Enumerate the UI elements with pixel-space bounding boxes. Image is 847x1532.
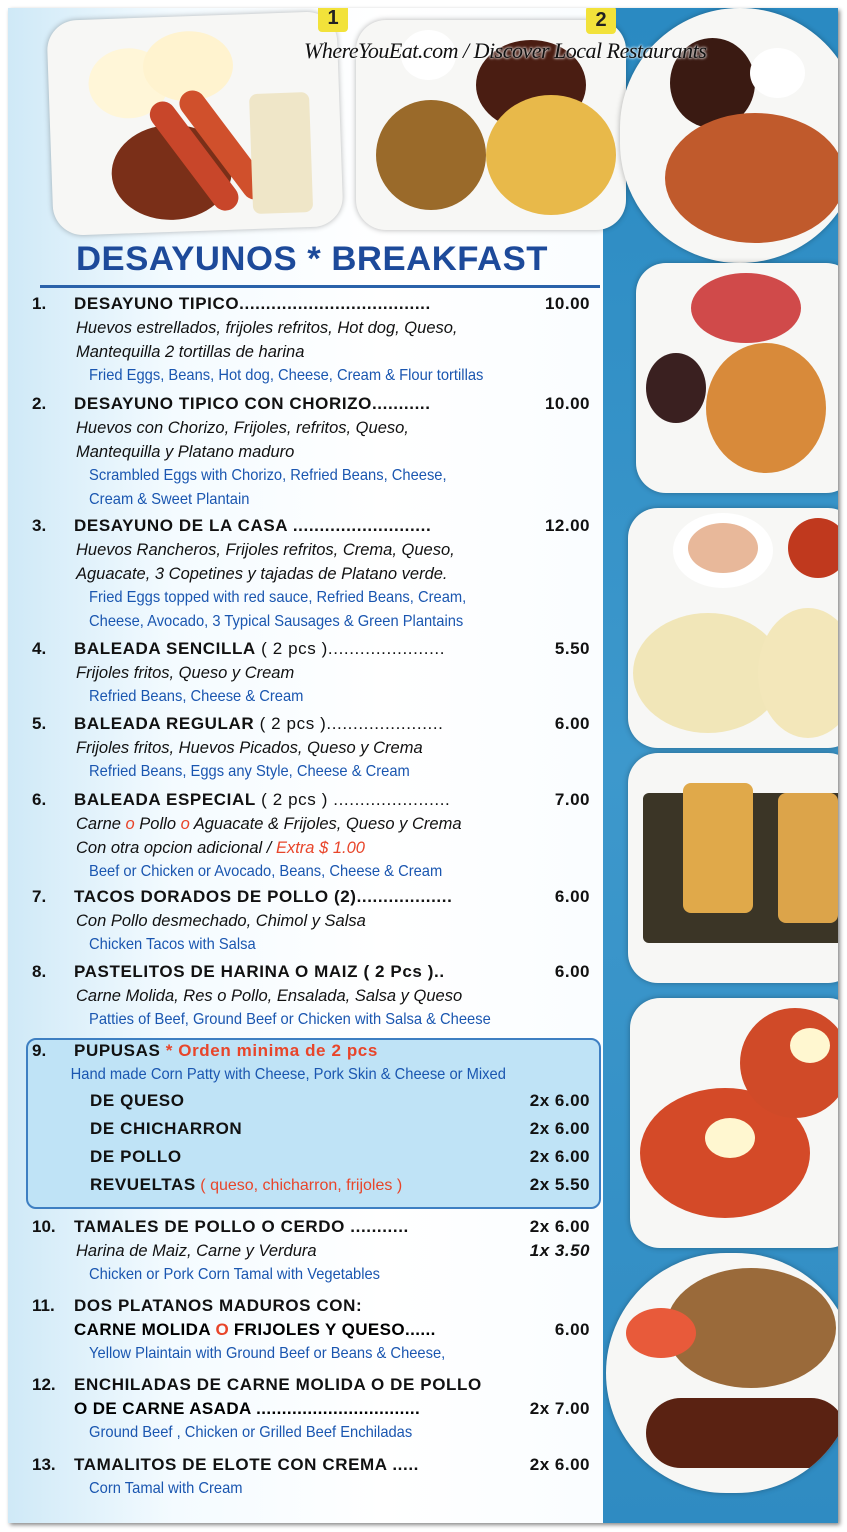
item-header — [32, 637, 602, 661]
description-text: Fried Eggs, Beans, Hot dog, Cheese, Cream & Flour tortillas — [89, 367, 484, 384]
item-description-en — [32, 1421, 556, 1445]
item-price: 6.00 — [554, 887, 590, 906]
item-name: DOS PLATANOS MADUROS CON: — [74, 1296, 363, 1315]
item-description-en — [32, 685, 556, 709]
item-description-en — [32, 760, 556, 784]
item-description-es — [32, 984, 602, 1008]
description-text: Carne Molida, Res o Pollo, Ensalada, Salsa y Queso — [76, 987, 463, 1005]
section-title: DESAYUNOS * BREAKFAST — [76, 240, 548, 278]
item-description-en — [32, 488, 556, 512]
description-text: Mantequilla y Platano maduro — [76, 443, 295, 461]
or-text: O — [215, 1320, 229, 1339]
menu-item — [32, 960, 602, 1032]
item-number: 11. — [32, 1296, 55, 1315]
menu-item — [32, 1294, 602, 1366]
pupusa-option — [32, 1171, 602, 1199]
menu-item — [32, 514, 602, 634]
item-price: 7.00 — [554, 790, 590, 809]
item-description-en — [32, 933, 556, 957]
item-header — [32, 712, 602, 736]
option-name: DE POLLO — [90, 1147, 182, 1166]
description-text: Frijoles fritos, Huevos Picados, Queso y Crema — [76, 739, 423, 757]
photo-badge-1: 1 — [318, 8, 348, 32]
item-price: 12.00 — [544, 516, 590, 535]
description-text: Chicken or Pork Corn Tamal with Vegetables — [89, 1266, 381, 1283]
photo-platanos — [606, 1253, 838, 1493]
item-name-cont: CARNE MOLIDA — [74, 1320, 216, 1339]
item-description-en — [32, 1477, 556, 1501]
item-description-es — [32, 416, 602, 440]
option-ingredients: ( queso, chicharron, frijoles ) — [195, 1177, 403, 1194]
item-description-en — [32, 860, 556, 884]
description-text: Huevos estrellados, frijoles refritos, Hot dog, Queso, — [76, 319, 458, 337]
item-price: 10.00 — [544, 294, 590, 313]
highlight-text: o — [125, 815, 135, 833]
menu-page — [8, 8, 838, 1523]
item-header — [32, 1373, 602, 1397]
pupusa-option — [32, 1087, 602, 1115]
menu-item — [32, 1373, 602, 1445]
option-price: 2x 6.00 — [529, 1147, 590, 1166]
description-text: Frijoles fritos, Queso y Cream — [76, 664, 295, 682]
item-description-en — [32, 464, 556, 488]
description-text: Corn Tamal with Cream — [89, 1480, 243, 1497]
item-number: 1. — [32, 294, 47, 313]
item-description-es — [32, 1397, 602, 1421]
photo-pastelitos — [636, 263, 838, 493]
item-price: 5.50 — [554, 639, 590, 658]
item-number: 12. — [32, 1375, 56, 1394]
menu-item — [32, 1453, 602, 1501]
item-header — [32, 885, 602, 909]
item-price: 2x 7.00 — [529, 1399, 590, 1418]
description-text: Con otra opcion adicional / — [76, 839, 276, 857]
item-description-en — [32, 586, 556, 610]
item-name: PASTELITOS DE HARINA O MAIZ ( 2 Pcs ).. — [74, 962, 445, 981]
item-name-cont: FRIJOLES Y QUESO...... — [228, 1320, 436, 1339]
description-text: Ground Beef , Chicken or Grilled Beef Enchiladas — [89, 1424, 413, 1441]
item-header — [32, 1294, 602, 1318]
menu-item — [32, 788, 602, 884]
option-name: DE QUESO — [90, 1091, 185, 1110]
description-text: Cheese, Avocado, 3 Typical Sausages & Green Plantains — [89, 613, 464, 630]
item-description-es — [32, 661, 602, 685]
photo-tamales — [628, 753, 838, 983]
item-description-es — [32, 538, 602, 562]
menu-item — [32, 885, 602, 957]
description-text: Beef or Chicken or Avocado, Beans, Cheese & Cream — [89, 863, 443, 880]
item-price: 1x 3.50 — [529, 1241, 590, 1260]
item-description-es — [32, 1239, 602, 1263]
option-price: 2x 6.00 — [529, 1091, 590, 1110]
item-description-en — [32, 1008, 556, 1032]
option-price: 2x 5.50 — [529, 1175, 590, 1194]
item-name: TAMALES DE POLLO O CERDO ........... — [74, 1217, 409, 1236]
item-name: PUPUSAS * Orden minima de 2 pcs — [74, 1041, 378, 1060]
item-name: BALEADA SENCILLA ( 2 pcs )...................... — [74, 639, 446, 658]
item-price: 10.00 — [544, 394, 590, 413]
item-price: 6.00 — [554, 1320, 590, 1339]
item-header — [32, 960, 602, 984]
pupusa-option — [32, 1143, 602, 1171]
item-description-es — [32, 736, 602, 760]
description-text: Yellow Plaintain with Ground Beef or Beans & Cheese, — [89, 1345, 446, 1362]
description-text: Aguacate & Frijoles, Queso y Crema — [189, 815, 462, 833]
item-description-es — [32, 836, 602, 860]
item-quantity: ( 2 pcs )...................... — [254, 714, 444, 733]
menu-item — [32, 637, 602, 709]
description-text: Refried Beans, Cheese & Cream — [89, 688, 304, 705]
item-header — [32, 514, 602, 538]
description-text: Patties of Beef, Ground Beef or Chicken with Salsa & Cheese — [89, 1011, 491, 1028]
description-text: Chicken Tacos with Salsa — [89, 936, 256, 953]
item-number: 13. — [32, 1455, 56, 1474]
description-text: Fried Eggs topped with red sauce, Refried Beans, Cream, — [89, 589, 467, 606]
item-description-es — [32, 1318, 602, 1342]
description-text: Pollo — [134, 815, 181, 833]
item-description-es — [32, 316, 602, 340]
item-name-cont: O DE CARNE ASADA ................................ — [74, 1399, 421, 1418]
option-name: DE CHICHARRON — [90, 1119, 243, 1138]
item-number: 5. — [32, 714, 47, 733]
description-text: Harina de Maiz, Carne y Verdura — [76, 1242, 317, 1260]
item-number: 8. — [32, 962, 47, 981]
description-text: Mantequilla 2 tortillas de harina — [76, 343, 305, 361]
item-name: ENCHILADAS DE CARNE MOLIDA O DE POLLO — [74, 1375, 482, 1394]
item-number: 4. — [32, 639, 47, 658]
photo-desayuno-tipico — [46, 11, 343, 236]
item-description-en — [32, 1342, 556, 1366]
item-name: BALEADA REGULAR ( 2 pcs )...................... — [74, 714, 444, 733]
option-name: REVUELTAS ( queso, chicharron, frijoles ) — [90, 1175, 403, 1194]
item-price: 2x 6.00 — [529, 1455, 590, 1474]
description-text: Cream & Sweet Plantain — [89, 491, 250, 508]
item-number: 7. — [32, 887, 47, 906]
menu-item — [32, 292, 602, 388]
item-name: TACOS DORADOS DE POLLO (2).................. — [74, 887, 453, 906]
minimum-order-note: * Orden minima de 2 pcs — [160, 1041, 378, 1060]
item-description-es — [32, 909, 602, 933]
item-description-es — [32, 340, 602, 364]
item-name: DESAYUNO DE LA CASA .......................... — [74, 516, 432, 535]
item-number: 2. — [32, 394, 47, 413]
item-name: TAMALITOS DE ELOTE CON CREMA ..... — [74, 1455, 419, 1474]
item-number: 10. — [32, 1217, 56, 1236]
item-quantity: ( 2 pcs )...................... — [255, 639, 446, 658]
photo-baleadas — [628, 508, 838, 748]
item-price: 6.00 — [554, 962, 590, 981]
pupusa-option — [32, 1115, 602, 1143]
item-name: DESAYUNO TIPICO CON CHORIZO........... — [74, 394, 431, 413]
title-divider — [40, 285, 600, 288]
item-header — [32, 788, 602, 812]
description-text: Con Pollo desmechado, Chimol y Salsa — [76, 912, 366, 930]
item-description-es — [32, 562, 602, 586]
item-price: 6.00 — [554, 714, 590, 733]
item-number: 3. — [32, 516, 47, 535]
photo-badge-2: 2 — [586, 8, 616, 34]
item-description-es — [32, 440, 602, 464]
item-header — [32, 292, 602, 316]
description-text: Carne — [76, 815, 126, 833]
option-price: 2x 6.00 — [529, 1119, 590, 1138]
item-description-en — [32, 364, 556, 388]
item-name: BALEADA ESPECIAL ( 2 pcs ) ...................... — [74, 790, 451, 809]
description-text: Refried Beans, Eggs any Style, Cheese & Cream — [89, 763, 410, 780]
item-header — [32, 392, 602, 416]
description-text: Scrambled Eggs with Chorizo, Refried Beans, Cheese, — [89, 467, 447, 484]
highlight-text: Extra $ 1.00 — [275, 839, 365, 857]
item-name: DESAYUNO TIPICO.................................... — [74, 294, 431, 313]
item-price: 2x 6.00 — [529, 1217, 590, 1236]
item-description-en: Hand made Corn Patty with Cheese, Pork Skin & Cheese or Mixed — [70, 1066, 506, 1083]
description-text: Huevos Rancheros, Frijoles refritos, Crema, Queso, — [76, 541, 455, 559]
menu-item — [32, 712, 602, 784]
menu-item — [32, 1215, 602, 1287]
item-description-en — [32, 1263, 556, 1287]
description-text: Aguacate, 3 Copetines y tajadas de Platano verde. — [76, 565, 448, 583]
menu-item-pupusas — [32, 1039, 602, 1199]
description-text: Huevos con Chorizo, Frijoles, refritos, Queso, — [76, 419, 409, 437]
menu-item — [32, 392, 602, 512]
highlight-text: o — [180, 815, 190, 833]
item-number: 6. — [32, 790, 47, 809]
watermark: WhereYouEat.com / Discover Local Restaurants — [304, 38, 707, 63]
item-number: 9. — [32, 1041, 47, 1060]
item-header — [32, 1453, 602, 1477]
item-description-en — [32, 610, 556, 634]
item-description-es — [32, 812, 602, 836]
item-header — [32, 1215, 602, 1239]
item-quantity: ( 2 pcs ) ...................... — [255, 790, 451, 809]
photo-enchiladas — [630, 998, 838, 1248]
